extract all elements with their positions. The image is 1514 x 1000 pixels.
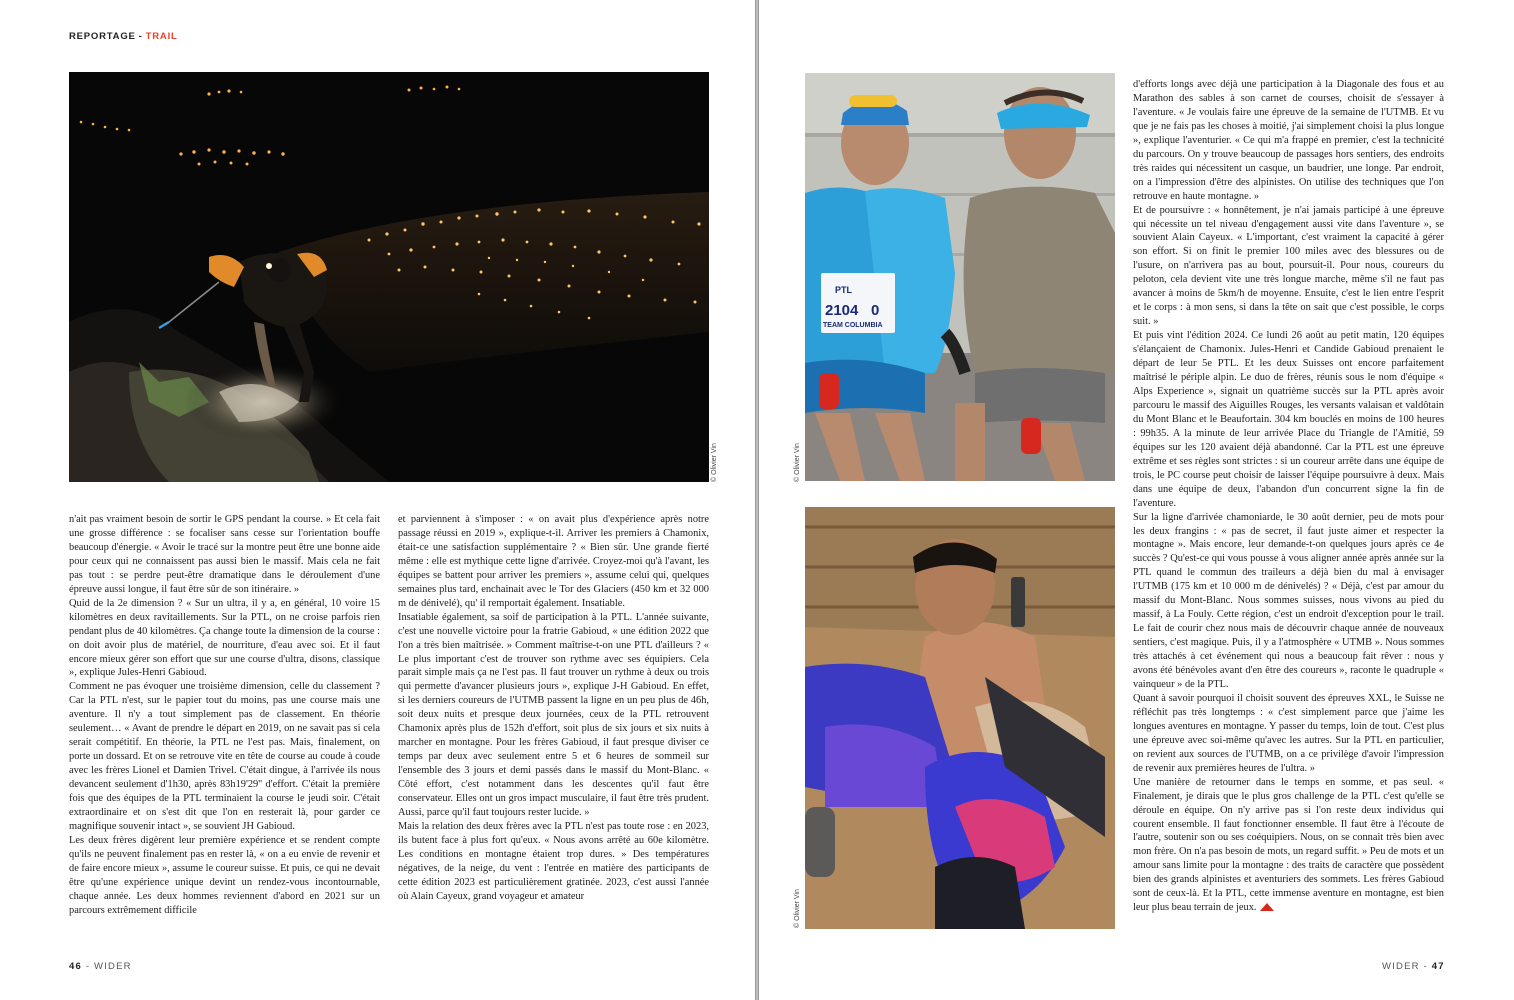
section-rubric — [69, 31, 178, 42]
paragraph: d'efforts longs avec déjà une participation à la Diagonale des fous et au Marathon des sables à son carnet de courses, choisit de s'essayer à l'aventure. « Je voulais faire une épreuve de la semaine de l'UTMB. Et vu que je ne fais pas les choses à moitié, j'ai simplement choisi la plus longue », explique l'aventurier. « Ce qui m'a frappé en premier, c'est la technicité du parcours. On y trouve beaucoup de passages hors sentiers, des endroits très raides qui nécessitent un casque, un baudrier, une longe. Par endroit, on a l'impression d'être des alpinistes. On utilise des techniques que l'on retrouve en haute montagne. » — [1133, 79, 1444, 202]
paragraph: Sur la ligne d'arrivée chamoniarde, le 30 août dernier, peu de mots pour les deux frangins : « pas de secret, il faut juste aimer et respecter la montagne ». Mais encore, leur demande-t-on quelques jours après ce 4e succès ? Qu'est-ce qui vous pousse à vous aligner année après année sur la PTL quand le commun des traileurs a déjà bien du mal à envisager l'UTMB (175 km et 10 000 m de dénivelés) ? « Déjà, c'est par amour du massif du Mont-Blanc. Nous sommes suisses, nous vivons au pied du massif, à La Fouly. Cette région, c'est un endroit d'exception pour le trail. Le fait de courir chez nous mais de découvrir chaque année de nouveaux sentiers, c'est magique. Puis, il y a l'atmosphère « UTMB ». Nous sommes très attachés à cet événement qui nous a beaucoup fait rêver : nous y avons été bénévoles avant d'en être des coureurs », raconte le quadruple « vainqueur » de la PTL. — [1133, 511, 1444, 690]
magazine-name: WIDER — [1382, 961, 1420, 972]
photo-credit-resting-runner: © Olivier Vin — [794, 889, 801, 928]
folio-right — [1382, 961, 1445, 972]
photo-night-runner — [69, 72, 709, 482]
right-page — [759, 0, 1514, 1000]
bib-brand: PTL — [835, 285, 852, 295]
photo-two-runners — [805, 73, 1115, 481]
rubric-topic: TRAIL — [145, 31, 178, 42]
photo-resting-runner — [805, 507, 1115, 929]
left-page — [0, 0, 756, 1000]
folio-left — [69, 961, 132, 972]
photo-credit-two-runners: © Olivier Vin — [794, 443, 801, 482]
paragraph: Les deux frères digèrent leur première expérience et se rendent compte qu'ils ne peuvent finalement pas en rester là, « on a eu envie de revenir et de faire encore mieux », assume le coureur suisse. Et puis, ce qui ne devait être qu'une expérience unique devint un rendez-vous incontournable, chaque année. Les deux hommes reviennent d'abord en 2021 sur un parcours extrêmement difficile — [69, 834, 380, 916]
rubric-section: REPORTAGE — [69, 31, 136, 42]
night-scene-illustration — [69, 72, 709, 482]
paragraph: Comment ne pas évoquer une troisième dimension, celle du classement ? Car la PTL n'est, sur le papier tout du moins, pas une course mais une aventure. Il n'y a tout simplement pas de classement. En théorie seulement… « Avant de prendre le départ en 2019, on ne savait pas si cela serait compétitif. En théorie, la PTL ne l'est pas. Mais, finalement, on porte un dossard. Et on se retrouve vite en tête de course au coude à coude avec les frères Lionel et Damien Trivel. C'était dingue, à l'arrivée ils nous devancent seulement d'1h30, après 83h19'29'' d'effort. C'était la première fois que des équipes de la PTL terminaient la course le jeudi soir. C'était extraordinaire et on s'est dit que l'on en resterait là, pour garder ce magnifique souvenir intact », se souvient JH Gabioud. — [69, 681, 380, 832]
text-column-left-1 — [69, 513, 380, 918]
two-runners-illustration — [805, 73, 1115, 481]
page-number: 47 — [1431, 961, 1445, 972]
rubric-separator: - — [138, 31, 143, 42]
text-column-left-2 — [398, 513, 709, 904]
paragraph: Quid de la 2e dimension ? « Sur un ultra, il y a, en général, 10 voire 15 kilomètres en deux ravitaillements. Sur la PTL, on ne croise parfois rien pendant plus de 40 kilomètres. Ça change toute la dimension de la course : on doit avoir plus de matériel, de nourriture, d'eau avec soi. Et il faut encore mieux gérer son effort que sur une course d'ultra, disons, classique », explique Jules-Henri Gabioud. — [69, 597, 380, 679]
photo-credit-night: © Olivier Vin — [711, 443, 718, 482]
bib-number-suffix: 0 — [871, 302, 880, 319]
resting-runner-illustration — [805, 507, 1115, 929]
end-mark-mountain-icon — [1260, 903, 1274, 911]
paragraph: n'ait pas vraiment besoin de sortir le GPS pendant la course. » Et cela fait une grosse différence : se focaliser sans cesse sur l'orientation bouffe beaucoup d'énergie. « Avoir le tracé sur la montre peut être une bonne aide pour ceux qui ne connaissent pas aussi bien le massif. Mais cela ne fait pas tout : se perdre peut-être dramatique dans le déroulement d'une épreuve aussi longue, il faut être sûr de son itinéraire. » — [69, 514, 380, 595]
folio-separator: - — [85, 961, 91, 972]
bib-number: 2104 — [825, 302, 859, 319]
paragraph: Et puis vint l'édition 2024. Ce lundi 26 août au petit matin, 120 équipes s'élançaient de Chamonix. Jules-Henri et Candide Gabioud prenaient le départ de leur 5e PTL. Et les deux Suisses ont encore parfaitement maîtrisé le périple alpin. Le duo de frères, réunis sous le nom d'équipe « Alps Experience », signait un quatrième succès sur la PTL après avoir parcouru le massif des Aiguilles Rouges, les versants valaisan et valdôtain du Mont Blanc et le Beaufortain. 304 km bouclés en moins de 100 heures : 99h35. A la minute de leur arrivée Place du Triangle de l'Amitié, 59 équipes sur les 120 avaient déjà abandonné. Car la PTL est une épreuve extrême et ses règles sont strictes : si un coureur arrête dans une équipe de trois, le PC course peut choisir de laisser l'équipe poursuivre à deux. Mais dans une équipe de deux, l'abandon d'un concurrent signe la fin de l'aventure. — [1133, 330, 1444, 509]
paragraph-final-text: Une manière de retourner dans le temps en somme, et pas seul. « Finalement, je dirais que le plus gros challenge de la PTL c'est qu'elle se déroule en équipe. On n'y arrive pas si l'on reste deux individus qui courent ensemble. Il faut fonctionner ensemble. Il faut être à l'écoute de l'autre, soutenir son ou ses coéquipiers. Nous, on se connait très bien avec mon frère. On n'a pas besoin de mots, un regard suffit. » Peu de mots et un amour sans limite pour la montagne : des traits de caractère que possèdent bien des grands alpinistes et aventuriers des sommets. Les frères Gabioud sont de ceux-là. Et la PTL, cette immense aventure en montagne, est bien leur plus beau terrain de jeux. — [1133, 776, 1444, 914]
paragraph: Insatiable également, sa soif de participation à la PTL. L'année suivante, c'est une nouvelle victoire pour la fratrie Gabioud, « une édition 2022 que l'on a très bien maîtrisée. » Comment maîtrise-t-on une PTL d'ailleurs ? « Le plus important c'est de trouver son rythme avec ses équipiers. Cela parait simple mais ça ne l'est pas. Il faut trouver un rythme à deux ou trois qui permette d'avancer plusieurs jours », explique J-H Gabioud. En effet, si les derniers coureurs de l'UTMB passent la ligne en un peu plus de 46h, soit deux nuits et presque deux journées, ceux de la PTL retrouvent Chamonix après plus de 152h d'effort, soit plus de six jours et six nuits à marcher en montagne. Pour les frères Gabioud, il faut presque diviser ce temps par deux avec seulement entre 5 et 6 heures de sommeil sur l'ensemble des 3 jours et demi passés dans le massif du Mont-Blanc. « Côté effort, c'est notamment dans les descentes qu'il faut être conservateur. Elles ont un gros impact musculaire, il faut être très prudent. Aussi, parce qu'il faut toujours rester lucide. » — [398, 611, 709, 819]
bib-team: TEAM COLUMBIA — [823, 322, 883, 329]
magazine-name: WIDER — [94, 961, 132, 972]
paragraph: Et de poursuivre : « honnêtement, je n'ai jamais participé à une épreuve qui nécessite un tel niveau d'engagement aussi vite dans l'aventure », se souvient Alain Cayeux. « L'important, c'est vraiment la capacité à gérer son effort. Si on finit le premier 100 miles avec des blessures ou de l'usure, on n'arrivera pas au bout, poursuit-il. Pour nous, coureurs du peloton, cela devient vite une très longue marche, même s'il ne faut pas avancer à moins de 5km/h de moyenne. Ensuite, c'est le lien entre l'esprit et le corps : à mon sens, si dans la tête on sait que c'est possible, le corps suit. » — [1133, 204, 1444, 328]
page-number: 46 — [69, 961, 82, 972]
paragraph: Mais la relation des deux frères avec la PTL n'est pas toute rose : en 2023, ils butent face à plus fort qu'eux. « Nous avons arrêté au 60e kilomètre. Les conditions en montagne étaient trop dures. » Des températures négatives, de la neige, du vent : l'entrée en matière des participants de cette édition 2023 est particulièrement gratinée. 2023, c'est aussi l'année où Alain Cayeux, grand voyageur et amateur — [398, 820, 709, 902]
text-column-right — [1133, 78, 1444, 915]
paragraph: Quant à savoir pourquoi il choisit souvent des épreuves XXL, le Suisse ne réfléchit pas très longtemps : « c'est simplement parce que j'aime les longues aventures en montagne. Y passer du temps, loin de tout. C'est plus une épreuve avec soi-même qu'avec les autres. Sur la PTL en particulier, on revient aux sources de l'UTMB, on a ce privilège d'avoir l'impression de revenir aux premières heures de l'ultra. » — [1133, 692, 1444, 774]
paragraph: et parviennent à s'imposer : « on avait plus d'expérience après notre passage réussi en 2019 », explique-t-il. Arriver les premiers à Chamonix, était-ce une satisfaction supplémentaire ? « Bien sûr. Une grande fierté même : elle est mythique cette ligne d'arrivée. Croyez-moi qu'à l'avant, les équipes se battent pour arriver les premiers », assume celui qui, quelques semaines plus tard, enchainait avec le Tor des Glaciers (450 km et 32 000 m de dénivelé), qu' il remportait également. Insatiable. — [398, 514, 709, 609]
paragraph-final — [1133, 776, 1444, 916]
folio-separator: - — [1423, 961, 1428, 972]
